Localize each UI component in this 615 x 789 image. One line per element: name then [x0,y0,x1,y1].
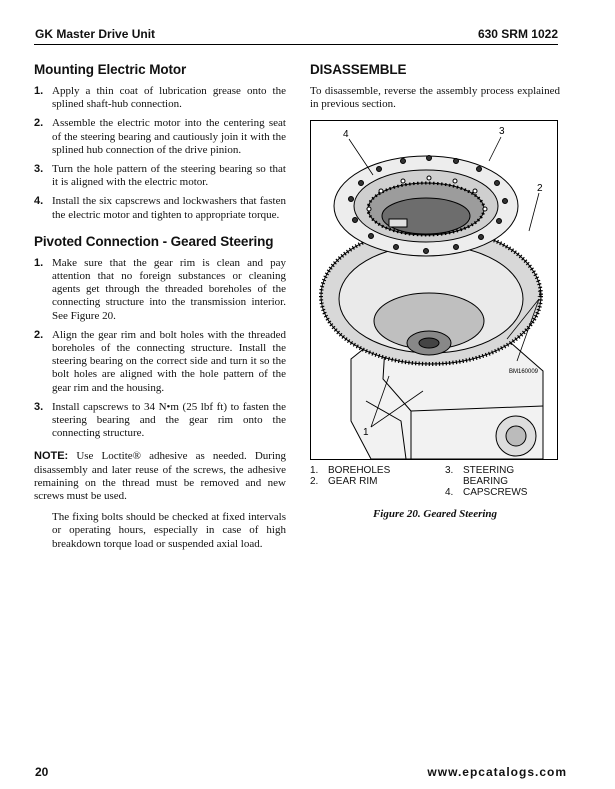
mounting-steps [34,85,286,222]
right-column [310,62,560,117]
callout-1-right: 1 [537,289,543,300]
list-item: 1. Make sure that the gear rim is clean and pay attention that no foreign substances or cleaning agents get through the threaded boreholes of the connecting structure into the transmission interior. See Figure 20. [34,256,286,322]
list-item: 4. Install the six capscrews and lockwashers that fasten the electric motor and tighten to appropriate torque. [34,195,286,221]
header-title: GK Master Drive Unit [35,27,156,41]
watermark: www.epcatalogs.com [427,765,567,779]
disassemble-text: To disassemble, reverse the assembly process explained in previous section. [310,85,560,111]
list-item: 2. Align the gear rim and bolt holes with the threaded boreholes of the connecting structure. Install the steering bearing on the correct side and turn it so the bolt holes are aligned with the hole pattern of the gear rim and the housing. [34,328,286,394]
section-title-pivoted: Pivoted Connection - Geared Steering [34,233,274,249]
header-rule [34,44,558,45]
callout-2: 2 [537,183,543,194]
callout-1-left: 1 [363,427,369,438]
legend-item-gear-rim: 2. GEAR RIM [310,476,378,487]
callout-4: 4 [343,129,349,140]
legend-item-boreholes: 1. BOREHOLES [310,465,391,476]
geared-steering-illustration [311,121,557,459]
section-title-mounting: Mounting Electric Motor [34,62,187,77]
left-column [34,62,286,557]
legend-item-steering-bearing: 3. STEERING BEARING [445,465,515,487]
list-item: 2. Assemble the electric motor into the centering seat of the steering bearing and cautiously join it with the splined hub connection of the drive pinion. [34,117,286,156]
note-text: Use Loctite® adhesive as needed. During disassembly and later reuse of the screws, the adhesive remaining on the thread must be removed and new screws must be used. [34,450,287,503]
note-paragraph [34,450,286,503]
list-item: 1. Apply a thin coat of lubrication grease onto the splined shaft-hub connection. [34,85,286,111]
list-item: 3. Turn the hole pattern of the steering bearing so that it is aligned with the electric motor. [34,163,286,189]
note-label: NOTE: [34,450,69,463]
pivoted-steps [34,257,286,441]
callout-3: 3 [499,126,505,137]
figure-geared-steering [310,120,558,460]
list-item: 3. Install capscrews to 34 N•m (25 lbf ft) to fasten the steering bearing and the gear rim onto the connecting structure. [34,400,286,440]
figure-code: BM160009 [509,369,539,375]
figure-caption: Figure 20. Geared Steering [372,508,498,520]
steering-bearing-drawing [334,156,518,257]
page-number: 20 [35,765,49,779]
section-title-disassemble: DISASSEMBLE [310,62,407,77]
legend-item-capscrews: 4. CAPSCREWS [445,487,528,498]
fixing-bolts-paragraph: The fixing bolts should be checked at fixed intervals or operating hours, especially in case of high breakdown torque load or suspended axial load. [52,511,286,550]
header-doc-number: 630 SRM 1022 [477,27,558,41]
